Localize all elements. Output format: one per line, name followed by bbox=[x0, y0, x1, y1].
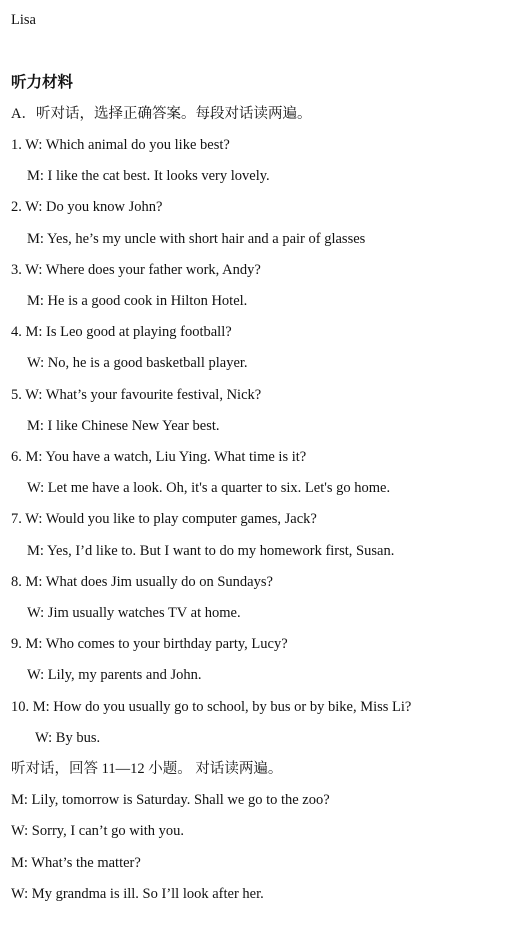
dialogue-10-question: 10. M: How do you usually go to school, by bus or by bike, Miss Li? bbox=[11, 699, 412, 715]
dialogue-10-answer: W: By bus. bbox=[35, 730, 101, 746]
dialogue-6-answer: W: Let me have a look. Oh, it's a quarter to six. Let's go home. bbox=[27, 480, 391, 496]
dialogue-3-answer: M: He is a good cook in Hilton Hotel. bbox=[27, 293, 248, 309]
dialogue-1-question: 1. W: Which animal do you like best? bbox=[11, 137, 230, 153]
dialogue-8-answer: W: Jim usually watches TV at home. bbox=[27, 605, 241, 621]
dialogue-5-answer: M: I like Chinese New Year best. bbox=[27, 418, 220, 434]
dialogue-5-question: 5. W: What’s your favourite festival, Nick? bbox=[11, 387, 262, 403]
header-name: Lisa bbox=[11, 12, 36, 28]
dialogue-9-answer: W: Lily, my parents and John. bbox=[27, 667, 202, 683]
dialogue-6-question: 6. M: You have a watch, Liu Ying. What time is it? bbox=[11, 449, 307, 465]
part-b-heading: 听对话，回答 11—12 小题。 对话读两遍。 bbox=[11, 761, 283, 777]
section-title: 听力材料 bbox=[11, 74, 74, 91]
dialogue-1-answer: M: I like the cat best. It looks very lovely. bbox=[27, 168, 270, 184]
dialogue-2-question: 2. W: Do you know John? bbox=[11, 199, 163, 215]
dialogue-4-answer: W: No, he is a good basketball player. bbox=[27, 355, 248, 371]
dialogue-4-question: 4. M: Is Leo good at playing football? bbox=[11, 324, 232, 340]
part-b-line-4: W: My grandma is ill. So I’ll look after her. bbox=[11, 886, 264, 902]
dialogue-8-question: 8. M: What does Jim usually do on Sundays? bbox=[11, 574, 273, 590]
part-b-line-1: M: Lily, tomorrow is Saturday. Shall we go to the zoo? bbox=[11, 792, 330, 808]
part-b-line-3: M: What’s the matter? bbox=[11, 855, 141, 871]
dialogue-7-question: 7. W: Would you like to play computer games, Jack? bbox=[11, 511, 317, 527]
dialogue-3-question: 3. W: Where does your father work, Andy? bbox=[11, 262, 261, 278]
dialogue-2-answer: M: Yes, he’s my uncle with short hair and a pair of glasses bbox=[27, 231, 366, 247]
dialogue-7-answer: M: Yes, I’d like to. But I want to do my homework first, Susan. bbox=[27, 543, 395, 559]
dialogue-9-question: 9. M: Who comes to your birthday party, Lucy? bbox=[11, 636, 288, 652]
part-a-heading: A．听对话，选择正确答案。每段对话读两遍。 bbox=[11, 106, 312, 122]
part-b-line-2: W: Sorry, I can’t go with you. bbox=[11, 823, 185, 839]
